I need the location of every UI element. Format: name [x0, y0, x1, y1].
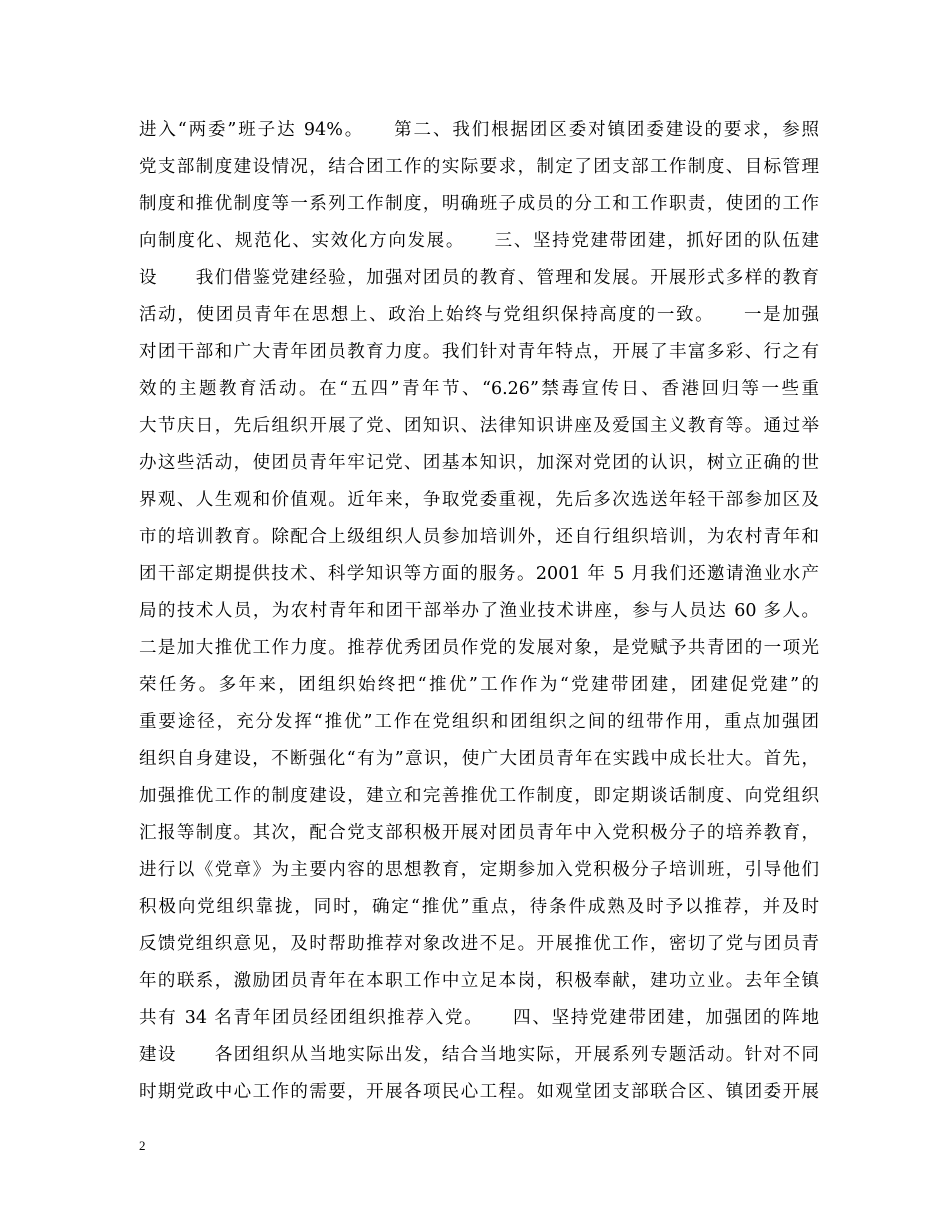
text-line: 党支部制度建设情况，结合团工作的实际要求，制定了团支部工作制度、目标管理 [139, 157, 819, 177]
text-line: 大节庆日，先后组织开展了党、团知识、法律知识讲座及爱国主义教育等。通过举 [139, 416, 819, 436]
text-line: 荣任务。多年来，团组织始终把“推优”工作作为“党建带团建，团建促党建”的 [139, 675, 819, 695]
text-line: 组织自身建设，不断强化“有为”意识，使广大团员青年在实践中成长壮大。首先， [139, 749, 819, 769]
text-line: 设 我们借鉴党建经验，加强对团员的教育、管理和发展。开展形式多样的教育 [139, 268, 819, 288]
text-line: 局的技术人员，为农村青年和团干部举办了渔业技术讲座，参与人员达 60 多人。 [139, 601, 819, 621]
text-line: 活动，使团员青年在思想上、政治上始终与党组织保持高度的一致。 一是加强 [139, 305, 819, 325]
text-line: 团干部定期提供技术、科学知识等方面的服务。2001 年 5 月我们还邀请渔业水产 [139, 564, 819, 584]
text-line: 效的主题教育活动。在“五四”青年节、“6.26”禁毒宣传日、香港回归等一些重 [139, 379, 819, 399]
text-line: 建设 各团组织从当地实际出发，结合当地实际，开展系列专题活动。针对不同 [139, 1045, 819, 1065]
text-line: 向制度化、规范化、实效化方向发展。 三、坚持党建带团建，抓好团的队伍建 [139, 231, 819, 251]
text-line: 时期党政中心工作的需要，开展各项民心工程。如观堂团支部联合区、镇团委开展 [139, 1082, 819, 1102]
text-line: 界观、人生观和价值观。近年来，争取党委重视，先后多次选送年轻干部参加区及 [139, 490, 819, 510]
page-number: 2 [139, 1138, 146, 1153]
text-line: 进入“两委”班子达 94%。 第二、我们根据团区委对镇团委建设的要求，参照 [139, 120, 819, 140]
text-line: 共有 34 名青年团员经团组织推荐入党。 四、坚持党建带团建，加强团的阵地 [139, 1008, 819, 1028]
text-line: 汇报等制度。其次，配合党支部积极开展对团员青年中入党积极分子的培养教育， [139, 823, 819, 843]
text-line: 对团干部和广大青年团员教育力度。我们针对青年特点，开展了丰富多彩、行之有 [139, 342, 819, 362]
text-line: 反馈党组织意见，及时帮助推荐对象改进不足。开展推优工作，密切了党与团员青 [139, 934, 819, 954]
body-text [139, 112, 819, 1111]
text-line: 年的联系，激励团员青年在本职工作中立足本岗，积极奉献，建功立业。去年全镇 [139, 971, 819, 991]
text-line: 进行以《党章》为主要内容的思想教育，定期参加入党积极分子培训班，引导他们 [139, 860, 819, 880]
text-line: 办这些活动，使团员青年牢记党、团基本知识，加深对党团的认识，树立正确的世 [139, 453, 819, 473]
text-line: 重要途径，充分发挥“推优”工作在党组织和团组织之间的纽带作用，重点加强团 [139, 712, 819, 732]
text-line: 市的培训教育。除配合上级组织人员参加培训外，还自行组织培训，为农村青年和 [139, 527, 819, 547]
text-line: 加强推优工作的制度建设，建立和完善推优工作制度，即定期谈话制度、向党组织 [139, 786, 819, 806]
text-line: 积极向党组织靠拢，同时，确定“推优”重点，待条件成熟及时予以推荐，并及时 [139, 897, 819, 917]
text-line: 二是加大推优工作力度。推荐优秀团员作党的发展对象，是党赋予共青团的一项光 [139, 638, 819, 658]
text-line: 制度和推优制度等一系列工作制度，明确班子成员的分工和工作职责，使团的工作 [139, 194, 819, 214]
